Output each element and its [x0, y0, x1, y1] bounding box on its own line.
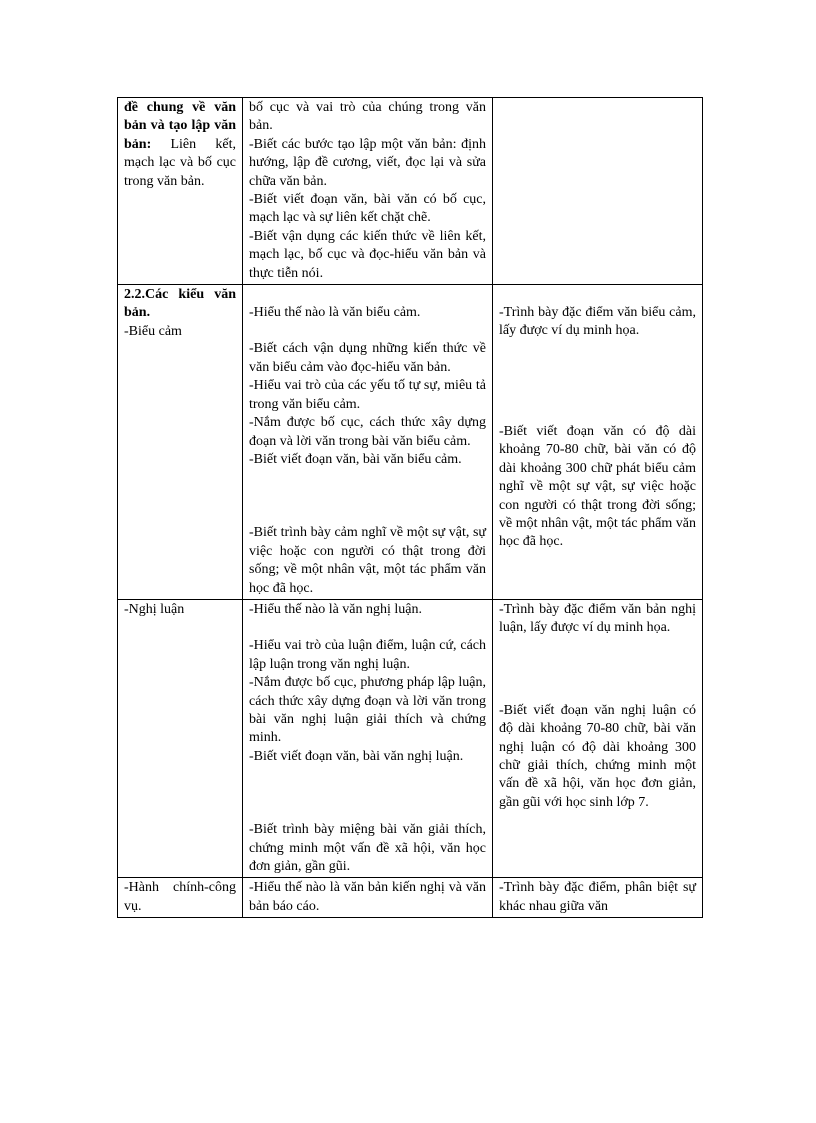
content-table: [117, 97, 703, 918]
topic-cell: [118, 878, 243, 918]
topic-heading: đề chung về văn bản và tạo lập văn bản:: [124, 100, 236, 152]
skill-cell: [493, 98, 703, 285]
topic-text: -Hành chính-công vụ.: [124, 880, 236, 914]
knowledge-item: -Biết vận dụng các kiến thức về liên kết, mạch lạc, bố cục và đọc-hiểu văn bản và thực tiễn nói.: [249, 228, 486, 281]
topic-text: Liên kết, mạch lạc và bố cục trong văn bản.: [124, 136, 236, 189]
skill-item: -Trình bày đặc điểm văn bản nghị luận, lấy được ví dụ minh họa.: [499, 601, 696, 636]
knowledge-item: -Nắm được bố cục, cách thức xây dựng đoạn và lời văn trong bài văn biểu cảm.: [249, 415, 486, 449]
knowledge-item: -Biết các bước tạo lập một văn bản: định hướng, lập đề cương, viết, đọc lại và sửa chữa văn bản.: [249, 136, 486, 189]
skill-item: -Trình bày đặc điểm văn biểu cảm, lấy được ví dụ minh họa.: [499, 305, 696, 339]
topic-cell: [118, 599, 243, 877]
skill-cell: [493, 599, 703, 877]
skill-cell: [493, 285, 703, 600]
topic-text: -Biểu cảm: [124, 323, 182, 339]
knowledge-item: -Biết viết đoạn văn, bài văn nghị luận.: [249, 748, 464, 764]
knowledge-item: -Hiểu vai trò của các yếu tố tự sự, miêu tả trong văn biểu cảm.: [249, 378, 486, 412]
table-row: [118, 98, 703, 285]
knowledge-item: -Biết trình bày miệng bài văn giải thích, chứng minh một vấn đề xã hội, văn học đơn giản, gần gũi.: [249, 822, 486, 874]
knowledge-item: -Biết viết đoạn văn, bài văn biểu cảm.: [249, 451, 462, 467]
knowledge-item: -Hiểu vai trò của luận điểm, luận cứ, cách lập luận trong văn nghị luận.: [249, 638, 486, 672]
knowledge-item: -Nắm được bố cục, phương pháp lập luận, cách thức xây dựng đoạn và lời văn trong bài văn nghị luận giải thích và chứng minh.: [249, 675, 486, 746]
skill-cell: [493, 878, 703, 918]
topic-text: -Nghị luận: [124, 601, 185, 617]
knowledge-item: -Hiểu thế nào là văn bản kiến nghị và văn bản báo cáo.: [249, 880, 486, 914]
knowledge-cell: [243, 98, 493, 285]
knowledge-item: -Hiểu thế nào là văn biểu cảm.: [249, 305, 421, 321]
skill-item: -Biết viết đoạn văn có độ dài khoảng 70-80 chữ, bài văn có độ dài khoảng 300 chữ phát biểu cảm nghĩ về một sự vật, sự việc hoặc con người có thật trong đời sống; về một nhân vật, một tác phẩm văn học đã học.: [499, 423, 696, 550]
knowledge-item: -Biết cách vận dụng những kiến thức về văn biểu cảm vào đọc-hiểu văn bản.: [249, 341, 486, 375]
topic-cell: [118, 98, 243, 285]
knowledge-item: -Biết trình bày cảm nghĩ về một sự vật, sự việc hoặc con người có thật trong đời sống; về một nhân vật, một tác phẩm văn học đã học.: [249, 525, 486, 596]
knowledge-item: bố cục và vai trò của chúng trong văn bản.: [249, 100, 486, 134]
knowledge-item: -Hiểu thế nào là văn nghị luận.: [249, 601, 423, 617]
topic-cell: [118, 285, 243, 600]
knowledge-item: -Biết viết đoạn văn, bài văn có bố cục, mạch lạc và sự liên kết chặt chẽ.: [249, 192, 486, 226]
table-row: [118, 599, 703, 877]
skill-item: -Trình bày đặc điểm, phân biệt sự khác nhau giữa văn: [499, 880, 696, 914]
skill-item: -Biết viết đoạn văn nghị luận có độ dài khoảng 70-80 chữ, bài văn nghị luận có độ dài khoảng 300 chữ giải thích, chứng minh một vấn đề xã hội, văn học đơn giản, gần gũi với học sinh lớp 7.: [499, 702, 696, 810]
knowledge-cell: [243, 599, 493, 877]
table-row: [118, 878, 703, 918]
table-row: [118, 285, 703, 600]
topic-heading: 2.2.Các kiểu văn bản.: [124, 287, 236, 321]
knowledge-cell: [243, 878, 493, 918]
knowledge-cell: [243, 285, 493, 600]
